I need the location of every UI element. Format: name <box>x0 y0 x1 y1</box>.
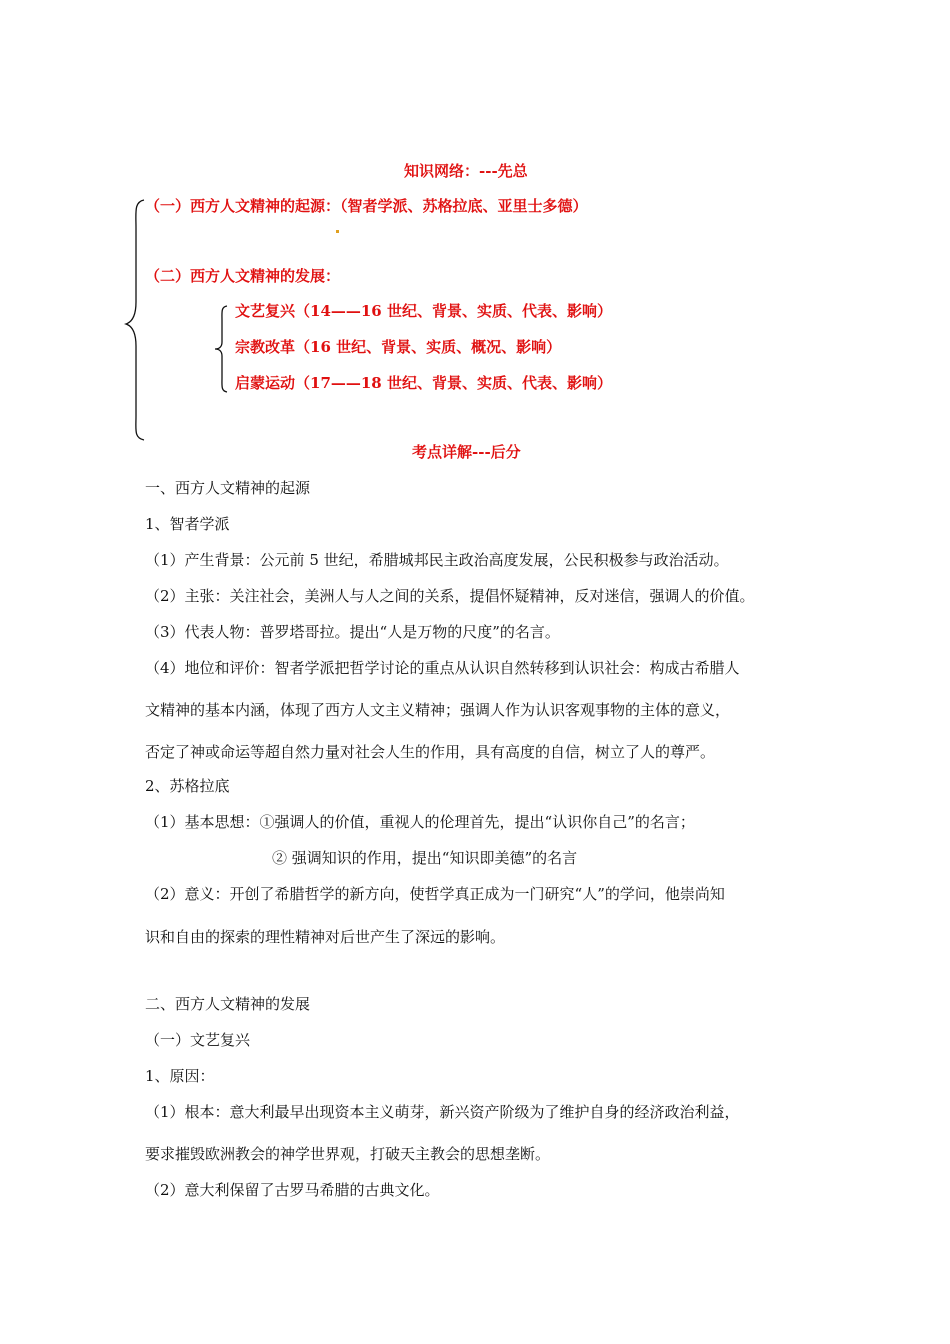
details-title: 考点详解---后分 <box>412 443 521 461</box>
section-heading: 一、西方人文精神的起源 <box>145 479 311 497</box>
subsection-heading: 2、苏格拉底 <box>145 777 230 795</box>
subsection-heading: 1、智者学派 <box>145 515 230 533</box>
paragraph-line: 识和自由的探索的理性精神对后世产生了深远的影响。 <box>145 928 506 946</box>
paragraph-line: ② 强调知识的作用，提出“知识即美德”的名言 <box>272 849 578 867</box>
paragraph-line: （1）根本：意大利最早出现资本主义萌芽，新兴资产阶级为了维护自身的经济政治利益， <box>145 1103 740 1121</box>
paragraph-line: （2）意义：开创了希腊哲学的新方向，使哲学真正成为一门研究“人”的学问，他崇尚知 <box>145 885 725 903</box>
paragraph-line: （3）代表人物：普罗塔哥拉。提出“人是万物的尺度”的名言。 <box>145 623 560 641</box>
paragraph-line: （1）产生背景：公元前 5 世纪，希腊城邦民主政治高度发展，公民积极参与政治活动。 <box>145 551 729 569</box>
network-item-origin: （一）西方人文精神的起源：（智者学派、苏格拉底、亚里士多德） <box>145 197 588 215</box>
stray-mark <box>336 230 339 233</box>
network-title: 知识网络：---先总 <box>404 162 528 180</box>
network-item-development: （二）西方人文精神的发展： <box>145 267 341 285</box>
paragraph-line: （2）意大利保留了古罗马希腊的古典文化。 <box>145 1181 440 1199</box>
subsection-heading: （一）文艺复兴 <box>145 1031 251 1049</box>
outer-brace <box>124 198 146 442</box>
paragraph-line: （4）地位和评价：智者学派把哲学讨论的重点从认识自然转移到认识社会：构成古希腊人 <box>145 659 740 677</box>
subsection-heading: 1、原因： <box>145 1067 215 1085</box>
paragraph-line: 否定了神或命运等超自然力量对社会人生的作用，具有高度的自信，树立了人的尊严。 <box>145 743 716 761</box>
section-heading: 二、西方人文精神的发展 <box>145 995 311 1013</box>
network-sub-renaissance: 文艺复兴（14——16 世纪、背景、实质、代表、影响） <box>235 302 612 320</box>
inner-brace <box>214 304 228 394</box>
paragraph-line: 要求摧毁欧洲教会的神学世界观，打破天主教会的思想垄断。 <box>145 1145 551 1163</box>
network-sub-enlightenment: 启蒙运动（17——18 世纪、背景、实质、代表、影响） <box>235 374 612 392</box>
network-sub-reformation: 宗教改革（16 世纪、背景、实质、概况、影响） <box>235 338 562 356</box>
paragraph-line: （2）主张：关注社会，美洲人与人之间的关系，提倡怀疑精神，反对迷信，强调人的价值。 <box>145 587 755 605</box>
paragraph-line: 文精神的基本内涵，体现了西方人文主义精神；强调人作为认识客观事物的主体的意义， <box>145 701 731 719</box>
paragraph-line: （1）基本思想：①强调人的价值，重视人的伦理首先，提出“认识你自己”的名言； <box>145 813 695 831</box>
